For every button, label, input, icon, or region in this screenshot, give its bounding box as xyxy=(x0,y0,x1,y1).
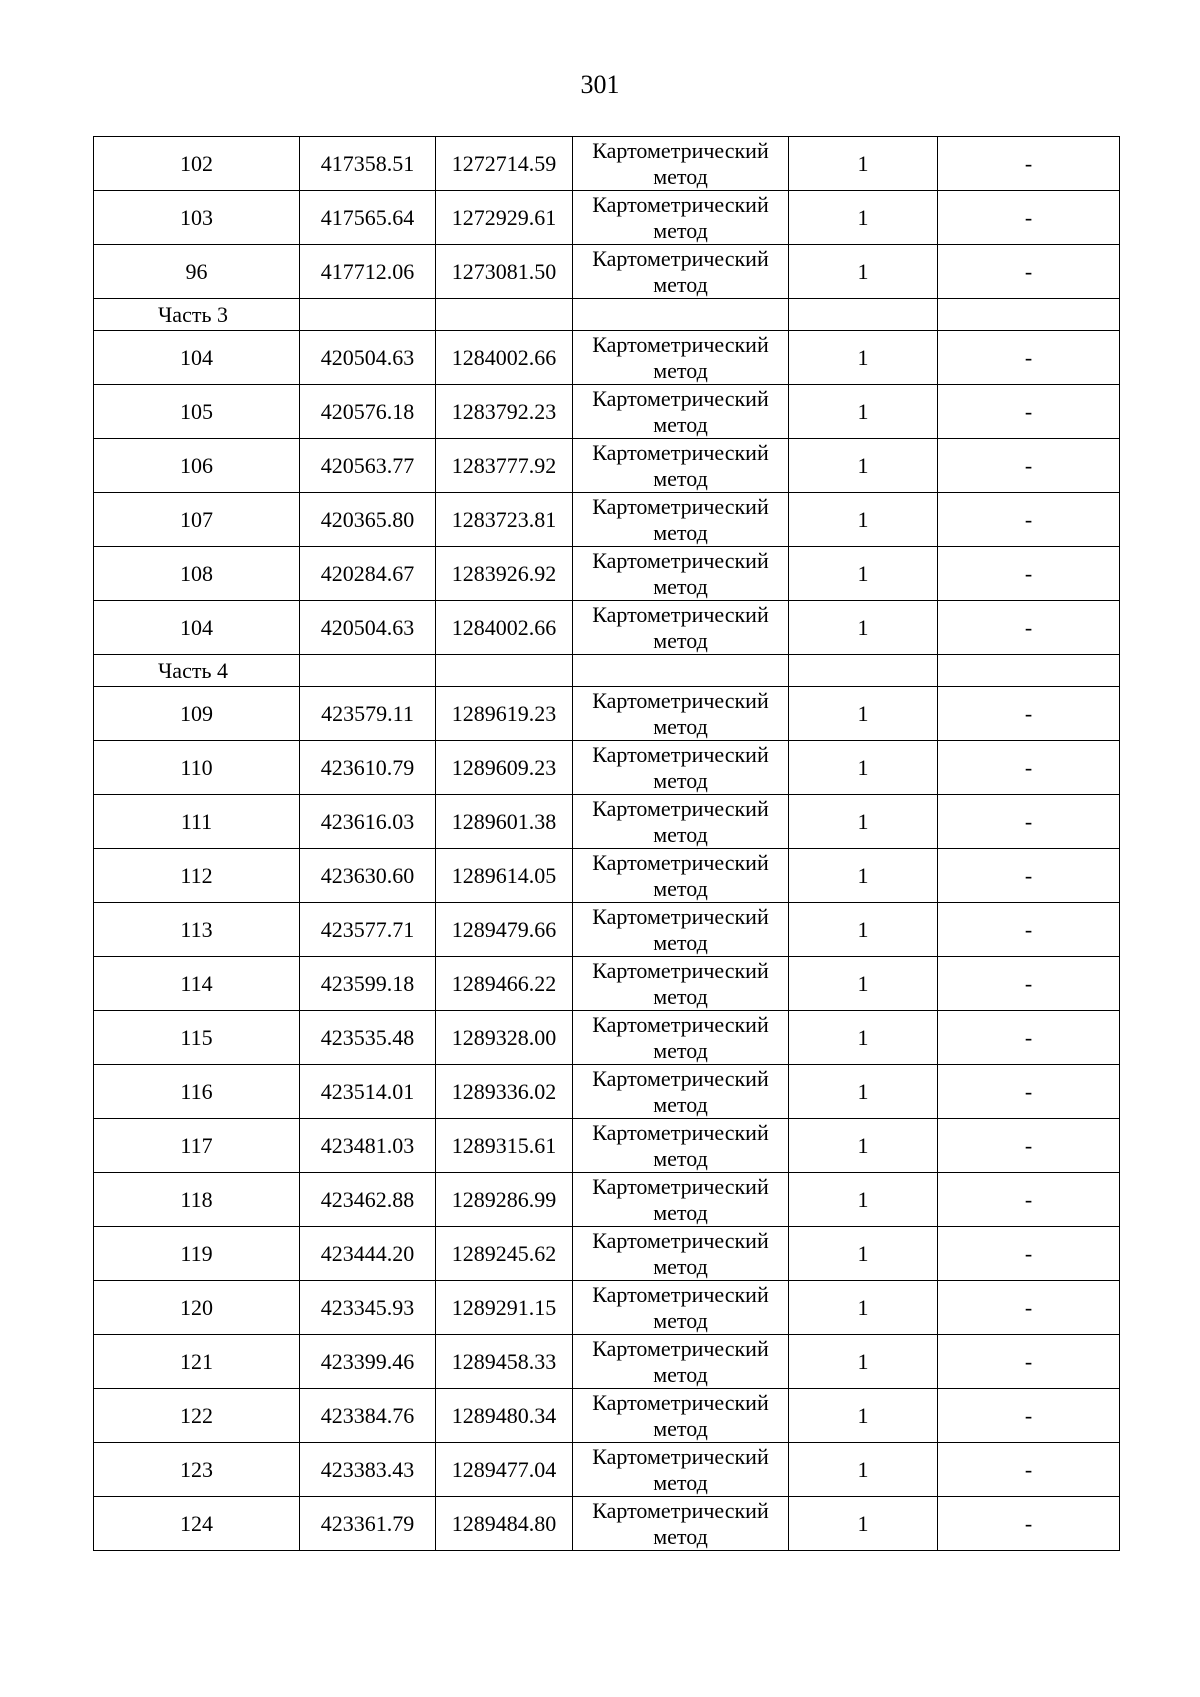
empty-cell xyxy=(300,299,436,331)
table-row xyxy=(94,903,1120,957)
table-row xyxy=(94,957,1120,1011)
accuracy-cell: 1 xyxy=(789,741,938,795)
point-number-cell: 109 xyxy=(94,687,300,741)
y-coordinate-cell: 1289477.04 xyxy=(436,1443,573,1497)
y-coordinate-cell: 1289480.34 xyxy=(436,1389,573,1443)
y-coordinate-cell: 1272929.61 xyxy=(436,191,573,245)
method-cell: Картометрический метод xyxy=(573,331,789,385)
accuracy-cell: 1 xyxy=(789,1281,938,1335)
accuracy-cell: 1 xyxy=(789,687,938,741)
empty-cell xyxy=(573,655,789,687)
point-number-cell: 122 xyxy=(94,1389,300,1443)
point-number-cell: 113 xyxy=(94,903,300,957)
y-coordinate-cell: 1273081.50 xyxy=(436,245,573,299)
table-row xyxy=(94,385,1120,439)
note-cell: - xyxy=(938,1119,1120,1173)
method-cell: Картометрический метод xyxy=(573,741,789,795)
y-coordinate-cell: 1289245.62 xyxy=(436,1227,573,1281)
x-coordinate-cell: 420365.80 xyxy=(300,493,436,547)
x-coordinate-cell: 423610.79 xyxy=(300,741,436,795)
note-cell: - xyxy=(938,1389,1120,1443)
x-coordinate-cell: 420504.63 xyxy=(300,331,436,385)
note-cell: - xyxy=(938,137,1120,191)
accuracy-cell: 1 xyxy=(789,795,938,849)
table-row xyxy=(94,1389,1120,1443)
accuracy-cell: 1 xyxy=(789,1065,938,1119)
accuracy-cell: 1 xyxy=(789,245,938,299)
method-cell: Картометрический метод xyxy=(573,903,789,957)
page-number: 301 xyxy=(580,70,620,99)
table-row xyxy=(94,1281,1120,1335)
point-number-cell: 115 xyxy=(94,1011,300,1065)
accuracy-cell: 1 xyxy=(789,547,938,601)
method-cell: Картометрический метод xyxy=(573,1173,789,1227)
accuracy-cell: 1 xyxy=(789,191,938,245)
y-coordinate-cell: 1289328.00 xyxy=(436,1011,573,1065)
x-coordinate-cell: 423345.93 xyxy=(300,1281,436,1335)
y-coordinate-cell: 1289484.80 xyxy=(436,1497,573,1551)
point-number-cell: 123 xyxy=(94,1443,300,1497)
note-cell: - xyxy=(938,1065,1120,1119)
accuracy-cell: 1 xyxy=(789,1389,938,1443)
method-cell: Картометрический метод xyxy=(573,439,789,493)
method-cell: Картометрический метод xyxy=(573,493,789,547)
y-coordinate-cell: 1284002.66 xyxy=(436,601,573,655)
point-number-cell: 116 xyxy=(94,1065,300,1119)
x-coordinate-cell: 420576.18 xyxy=(300,385,436,439)
coordinates-table-body xyxy=(94,137,1120,1551)
note-cell: - xyxy=(938,741,1120,795)
y-coordinate-cell: 1289291.15 xyxy=(436,1281,573,1335)
table-row xyxy=(94,493,1120,547)
table-row xyxy=(94,1227,1120,1281)
method-cell: Картометрический метод xyxy=(573,1389,789,1443)
section-label: Часть 4 xyxy=(94,655,300,687)
table-row xyxy=(94,1173,1120,1227)
note-cell: - xyxy=(938,385,1120,439)
table-row xyxy=(94,741,1120,795)
point-number-cell: 120 xyxy=(94,1281,300,1335)
y-coordinate-cell: 1289466.22 xyxy=(436,957,573,1011)
method-cell: Картометрический метод xyxy=(573,385,789,439)
empty-cell xyxy=(436,299,573,331)
note-cell: - xyxy=(938,1443,1120,1497)
point-number-cell: 104 xyxy=(94,331,300,385)
table-row xyxy=(94,849,1120,903)
point-number-cell: 107 xyxy=(94,493,300,547)
x-coordinate-cell: 423535.48 xyxy=(300,1011,436,1065)
note-cell: - xyxy=(938,601,1120,655)
x-coordinate-cell: 423599.18 xyxy=(300,957,436,1011)
method-cell: Картометрический метод xyxy=(573,795,789,849)
y-coordinate-cell: 1272714.59 xyxy=(436,137,573,191)
note-cell: - xyxy=(938,903,1120,957)
method-cell: Картометрический метод xyxy=(573,1281,789,1335)
x-coordinate-cell: 423462.88 xyxy=(300,1173,436,1227)
y-coordinate-cell: 1283777.92 xyxy=(436,439,573,493)
method-cell: Картометрический метод xyxy=(573,1335,789,1389)
accuracy-cell: 1 xyxy=(789,385,938,439)
point-number-cell: 110 xyxy=(94,741,300,795)
note-cell: - xyxy=(938,1011,1120,1065)
y-coordinate-cell: 1289609.23 xyxy=(436,741,573,795)
section-row xyxy=(94,299,1120,331)
table-row xyxy=(94,1497,1120,1551)
note-cell: - xyxy=(938,849,1120,903)
note-cell: - xyxy=(938,687,1120,741)
accuracy-cell: 1 xyxy=(789,1443,938,1497)
method-cell: Картометрический метод xyxy=(573,1119,789,1173)
x-coordinate-cell: 423361.79 xyxy=(300,1497,436,1551)
x-coordinate-cell: 423384.76 xyxy=(300,1389,436,1443)
x-coordinate-cell: 423577.71 xyxy=(300,903,436,957)
method-cell: Картометрический метод xyxy=(573,1065,789,1119)
x-coordinate-cell: 420563.77 xyxy=(300,439,436,493)
table-row xyxy=(94,687,1120,741)
y-coordinate-cell: 1283723.81 xyxy=(436,493,573,547)
section-label: Часть 3 xyxy=(94,299,300,331)
point-number-cell: 96 xyxy=(94,245,300,299)
table-row xyxy=(94,1335,1120,1389)
y-coordinate-cell: 1283926.92 xyxy=(436,547,573,601)
point-number-cell: 103 xyxy=(94,191,300,245)
accuracy-cell: 1 xyxy=(789,137,938,191)
y-coordinate-cell: 1283792.23 xyxy=(436,385,573,439)
x-coordinate-cell: 423481.03 xyxy=(300,1119,436,1173)
y-coordinate-cell: 1289336.02 xyxy=(436,1065,573,1119)
point-number-cell: 108 xyxy=(94,547,300,601)
method-cell: Картометрический метод xyxy=(573,687,789,741)
accuracy-cell: 1 xyxy=(789,849,938,903)
table-row xyxy=(94,1119,1120,1173)
y-coordinate-cell: 1289614.05 xyxy=(436,849,573,903)
point-number-cell: 112 xyxy=(94,849,300,903)
empty-cell xyxy=(938,655,1120,687)
accuracy-cell: 1 xyxy=(789,1119,938,1173)
x-coordinate-cell: 423514.01 xyxy=(300,1065,436,1119)
empty-cell xyxy=(789,655,938,687)
point-number-cell: 105 xyxy=(94,385,300,439)
note-cell: - xyxy=(938,1281,1120,1335)
point-number-cell: 114 xyxy=(94,957,300,1011)
empty-cell xyxy=(436,655,573,687)
table-row xyxy=(94,1443,1120,1497)
method-cell: Картометрический метод xyxy=(573,245,789,299)
point-number-cell: 111 xyxy=(94,795,300,849)
note-cell: - xyxy=(938,245,1120,299)
accuracy-cell: 1 xyxy=(789,1011,938,1065)
point-number-cell: 121 xyxy=(94,1335,300,1389)
empty-cell xyxy=(938,299,1120,331)
x-coordinate-cell: 417565.64 xyxy=(300,191,436,245)
table-row xyxy=(94,331,1120,385)
note-cell: - xyxy=(938,191,1120,245)
table-row xyxy=(94,137,1120,191)
table-row xyxy=(94,795,1120,849)
method-cell: Картометрический метод xyxy=(573,191,789,245)
table-row xyxy=(94,245,1120,299)
accuracy-cell: 1 xyxy=(789,957,938,1011)
method-cell: Картометрический метод xyxy=(573,1497,789,1551)
point-number-cell: 102 xyxy=(94,137,300,191)
table-row xyxy=(94,547,1120,601)
y-coordinate-cell: 1289458.33 xyxy=(436,1335,573,1389)
x-coordinate-cell: 423444.20 xyxy=(300,1227,436,1281)
y-coordinate-cell: 1289619.23 xyxy=(436,687,573,741)
method-cell: Картометрический метод xyxy=(573,849,789,903)
method-cell: Картометрический метод xyxy=(573,1011,789,1065)
note-cell: - xyxy=(938,1497,1120,1551)
x-coordinate-cell: 417358.51 xyxy=(300,137,436,191)
x-coordinate-cell: 420504.63 xyxy=(300,601,436,655)
table-row xyxy=(94,1065,1120,1119)
table-row xyxy=(94,601,1120,655)
x-coordinate-cell: 417712.06 xyxy=(300,245,436,299)
x-coordinate-cell: 423383.43 xyxy=(300,1443,436,1497)
note-cell: - xyxy=(938,493,1120,547)
empty-cell xyxy=(789,299,938,331)
accuracy-cell: 1 xyxy=(789,439,938,493)
accuracy-cell: 1 xyxy=(789,1173,938,1227)
method-cell: Картометрический метод xyxy=(573,137,789,191)
x-coordinate-cell: 423579.11 xyxy=(300,687,436,741)
method-cell: Картометрический метод xyxy=(573,601,789,655)
x-coordinate-cell: 423616.03 xyxy=(300,795,436,849)
x-coordinate-cell: 423630.60 xyxy=(300,849,436,903)
method-cell: Картометрический метод xyxy=(573,1227,789,1281)
y-coordinate-cell: 1289286.99 xyxy=(436,1173,573,1227)
point-number-cell: 124 xyxy=(94,1497,300,1551)
note-cell: - xyxy=(938,331,1120,385)
accuracy-cell: 1 xyxy=(789,1227,938,1281)
point-number-cell: 104 xyxy=(94,601,300,655)
y-coordinate-cell: 1289315.61 xyxy=(436,1119,573,1173)
x-coordinate-cell: 423399.46 xyxy=(300,1335,436,1389)
y-coordinate-cell: 1289601.38 xyxy=(436,795,573,849)
note-cell: - xyxy=(938,1335,1120,1389)
table-row xyxy=(94,191,1120,245)
table-row xyxy=(94,1011,1120,1065)
accuracy-cell: 1 xyxy=(789,331,938,385)
section-row xyxy=(94,655,1120,687)
y-coordinate-cell: 1289479.66 xyxy=(436,903,573,957)
note-cell: - xyxy=(938,795,1120,849)
accuracy-cell: 1 xyxy=(789,1335,938,1389)
empty-cell xyxy=(300,655,436,687)
y-coordinate-cell: 1284002.66 xyxy=(436,331,573,385)
accuracy-cell: 1 xyxy=(789,601,938,655)
method-cell: Картометрический метод xyxy=(573,957,789,1011)
table-row xyxy=(94,439,1120,493)
x-coordinate-cell: 420284.67 xyxy=(300,547,436,601)
note-cell: - xyxy=(938,957,1120,1011)
point-number-cell: 117 xyxy=(94,1119,300,1173)
accuracy-cell: 1 xyxy=(789,903,938,957)
method-cell: Картометрический метод xyxy=(573,547,789,601)
note-cell: - xyxy=(938,1227,1120,1281)
method-cell: Картометрический метод xyxy=(573,1443,789,1497)
point-number-cell: 119 xyxy=(94,1227,300,1281)
note-cell: - xyxy=(938,1173,1120,1227)
note-cell: - xyxy=(938,547,1120,601)
coordinates-table xyxy=(93,136,1120,1551)
note-cell: - xyxy=(938,439,1120,493)
accuracy-cell: 1 xyxy=(789,493,938,547)
accuracy-cell: 1 xyxy=(789,1497,938,1551)
point-number-cell: 118 xyxy=(94,1173,300,1227)
empty-cell xyxy=(573,299,789,331)
point-number-cell: 106 xyxy=(94,439,300,493)
